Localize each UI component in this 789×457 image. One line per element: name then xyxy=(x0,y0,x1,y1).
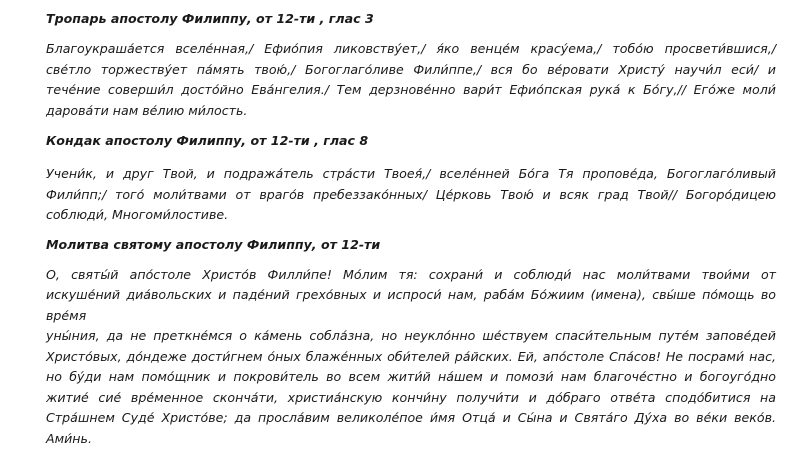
document-body xyxy=(46,10,776,449)
kontakion-heading: Кондак апостолу Филиппу, от 12-ти , глас 8 xyxy=(46,133,369,148)
text-line: Учени́к, и друг Твой, и подража́тель стра́сти Твоея́,/ вселе́нней Бо́га Тя пропове́да, Богоглаго́ливый xyxy=(46,166,776,181)
text-line: Христо́вых, до́ндеже дости́гнем о́ных блаже́нных оби́телей ра́йских. Ей, апо́столе Спа́сов! Не посрами́ нас, xyxy=(46,348,776,364)
text-line: Благоукраша́ется вселе́нная,/ Ефио́пия ликовству́ет,/ я́ко венце́м красу́ема,/ тобо́ю просвети́вшися,/ xyxy=(46,41,776,56)
text-line: искуше́ний диа́вольских и паде́ний грехо́вных и испроси́ нам, раба́м Бо́жиим (имена), свы́ше по́мощь во вре́мя xyxy=(46,287,776,323)
text-line: уны́ния, да не преткне́мся о ка́мень собла́зна, но неукло́нно ше́ствуем спаси́тельным путе́м запове́дей xyxy=(46,328,776,343)
troparion-heading: Тропарь апостолу Филиппу, от 12-ти , глас 3 xyxy=(46,11,374,26)
text-line: дарова́ти нам ве́лию ми́лость. xyxy=(46,102,248,118)
text-line: Стра́шнем Суде́ Христо́ве; да просла́вим великоле́пое и́мя Отца́ и Сы́на и Свята́го Ду́ха во ве́ки веко́в. xyxy=(46,410,776,425)
text-line: житие́ сие́ вре́менное сконча́ти, христиа́нскую кончи́ну получи́ти и до́браго отве́та сподо́битися на xyxy=(46,389,776,405)
troparion-text xyxy=(46,39,776,121)
text-line: све́тло торжеству́ет па́мять твою́,/ Богоглаго́ливе Фили́ппе,/ вся бо ве́ровати Христу́ научи́л еси́/ и xyxy=(46,61,776,77)
text-line: Ами́нь. xyxy=(46,430,92,446)
text-line: О, святы́й апо́столе Христо́в Филли́пе! Мо́лим тя: сохрани́ и соблюди́ нас моли́твами твои́ми от xyxy=(46,266,776,282)
kontakion-text xyxy=(46,164,776,226)
prayer-heading: Молитва святому апостолу Филиппу, от 12-ти xyxy=(46,236,381,252)
text-line: тече́ние соверши́л досто́йно Ева́нгелия./ Тем дерзнове́нно вари́т Ефио́пская рука́ к Бо́гу,// Его́же моли́ xyxy=(46,82,776,97)
text-line: но бу́ди нам помо́щник и покрови́тель во всем жити́й на́шем и помози́ нам благоче́стно и богоуго́дно xyxy=(46,369,776,384)
text-line: Фили́пп;/ того́ моли́твами от враго́в пребеззако́нных/ Це́рковь Твою́ и всяк град Твой// Богоро́дицею xyxy=(46,186,776,202)
text-line: соблюди́, Многоми́лостиве. xyxy=(46,207,229,222)
prayer-text xyxy=(46,265,776,450)
